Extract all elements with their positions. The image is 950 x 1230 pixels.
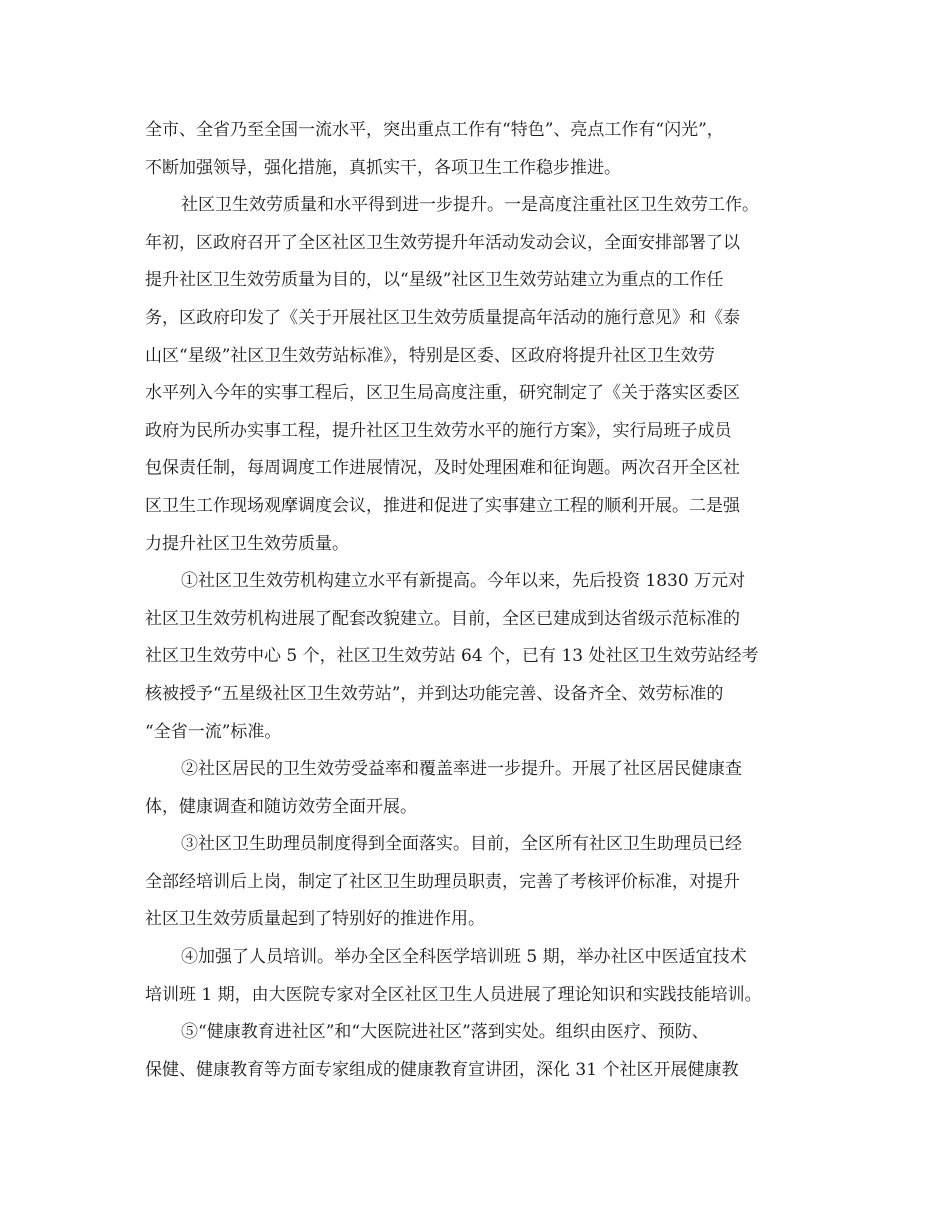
text-line: 政府为民所办实事工程，提升社区卫生效劳水平的施行方案》，实行局班子成员 [145, 420, 732, 441]
text-line: 保健、健康教育等方面专家组成的健康教育宣讲团，深化 31 个社区开展健康教 [145, 1059, 739, 1080]
text-line: 年初，区政府召开了全区社区卫生效劳提升年活动发动会议，全面安排部署了以 [145, 232, 740, 253]
text-line: 体，健康调查和随访效劳全面开展。 [145, 796, 417, 817]
text-line: 培训班 1 期，由大医院专家对全区社区卫生人员进展了理论知识和实践技能培训。 [145, 984, 762, 1005]
text-line: 社区卫生效劳机构进展了配套改貌建立。目前，全区已建成到达省级示范标准的 [145, 608, 740, 629]
text-line: 社区卫生效劳质量起到了特别好的推进作用。 [145, 909, 485, 930]
text-line: 包保责任制，每周调度工作进展情况，及时处理困难和征询题。两次召开全区社 [145, 458, 740, 479]
text-line: 社区卫生效劳中心 5 个，社区卫生效劳站 64 个，已有 13 处社区卫生效劳站经考 [145, 646, 759, 667]
text-line: 水平列入今年的实事工程后，区卫生局高度注重，研究制定了《关于落实区委区 [145, 383, 740, 404]
text-line: 社区卫生效劳质量和水平得到进一步提升。一是高度注重社区卫生效劳工作。 [181, 195, 759, 216]
text-line: 不断加强领导，强化措施，真抓实干，各项卫生工作稳步推进。 [145, 157, 621, 178]
text-line: “全省一流”标准。 [145, 721, 282, 742]
text-line: 核被授予“五星级社区卫生效劳站”，并到达功能完善、设备齐全、效劳标准的 [145, 683, 724, 704]
text-line: ②社区居民的卫生效劳受益率和覆盖率进一步提升。开展了社区居民健康查 [181, 759, 742, 780]
text-line: 务，区政府印发了《关于开展社区卫生效劳质量提高年活动的施行意见》和《泰 [145, 307, 740, 328]
text-line: 全市、全省乃至全国一流水平，突出重点工作有“特色”、亮点工作有“闪光”， [145, 120, 724, 140]
text-line: ①社区卫生效劳机构建立水平有新提高。今年以来，先后投资 1830 万元对 [181, 571, 746, 592]
document-body [145, 112, 810, 1089]
text-line: 山区“星级”社区卫生效劳站标准》，特别是区委、区政府将提升社区卫生效劳 [145, 345, 715, 366]
text-line: ⑤“健康教育进社区”和“大医院进社区”落到实处。组织由医疗、预防、 [181, 1022, 709, 1043]
text-line: ③社区卫生助理员制度得到全面落实。目前，全区所有社区卫生助理员已经 [181, 834, 742, 855]
text-line: ④加强了人员培训。举办全区全科医学培训班 5 期，举办社区中医适宜技术 [181, 947, 747, 968]
text-line: 力提升社区卫生效劳质量。 [145, 533, 349, 554]
text-line: 全部经培训后上岗，制定了社区卫生助理员职责，完善了考核评价标准，对提升 [145, 871, 740, 892]
text-line: 提升社区卫生效劳质量为目的，以“星级”社区卫生效劳站建立为重点的工作任 [145, 270, 724, 291]
text-line: 区卫生工作现场观摩调度会议，推进和促进了实事建立工程的顺利开展。二是强 [145, 495, 740, 516]
